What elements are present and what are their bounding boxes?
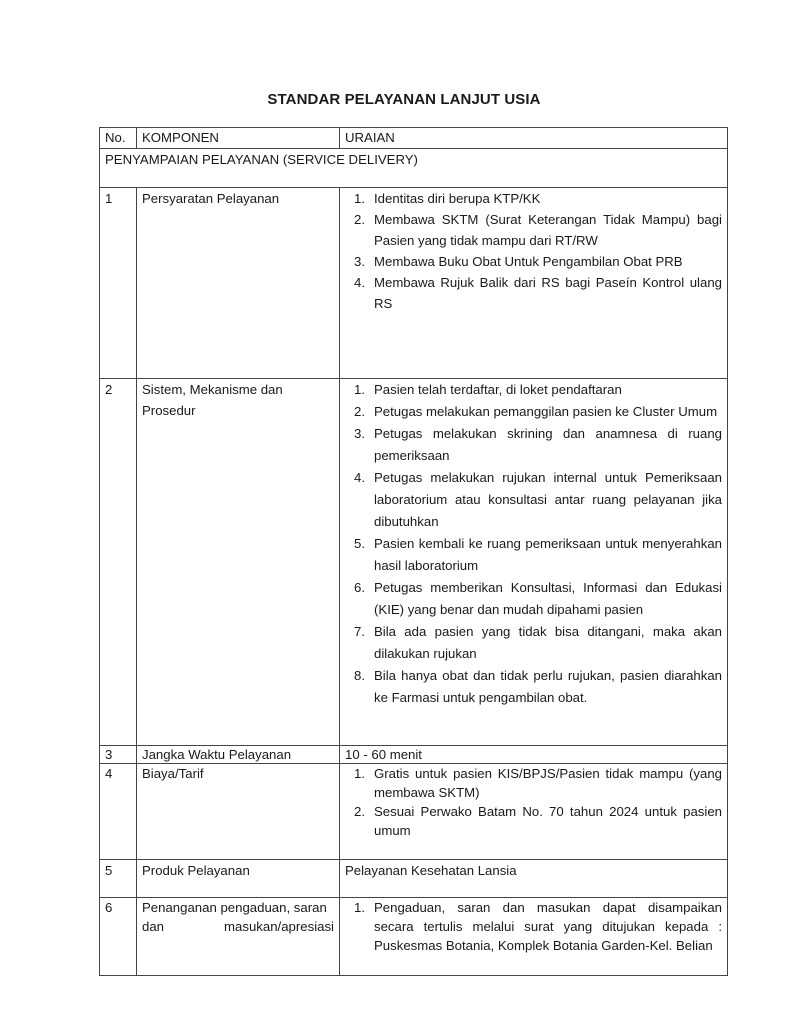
list-item-number: 5. — [354, 536, 365, 551]
document-title: STANDAR PELAYANAN LANJUT USIA — [267, 91, 541, 108]
list-item — [345, 621, 722, 665]
row-uraian — [340, 898, 728, 976]
row-number: 4 — [100, 764, 137, 860]
list-item-number: 1. — [354, 900, 365, 915]
row-komponen: Biaya/Tarif — [137, 764, 340, 860]
table-row — [100, 860, 728, 898]
list-item — [345, 251, 722, 272]
list-item — [345, 209, 722, 251]
list-item — [345, 577, 722, 621]
row-number: 6 — [100, 898, 137, 976]
uraian-list — [345, 188, 722, 314]
list-item — [345, 898, 722, 955]
row-komponen: Penanganan pengaduan, saran dan masukan/apresiasi — [137, 898, 340, 976]
section-title: PENYAMPAIAN PELAYANAN (SERVICE DELIVERY) — [100, 149, 728, 188]
list-item-number: 7. — [354, 624, 365, 639]
list-item-number: 8. — [354, 668, 365, 683]
row-uraian — [340, 188, 728, 379]
table-row — [100, 379, 728, 746]
list-item — [345, 467, 722, 533]
table-row — [100, 898, 728, 976]
list-item — [345, 272, 722, 314]
table-row — [100, 188, 728, 379]
list-item-text: Membawa Rujuk Balik dari RS bagi Paseín Kontrol ulang RS — [374, 275, 722, 311]
table-row — [100, 746, 728, 764]
header-row — [100, 128, 728, 149]
uraian-list — [345, 379, 722, 709]
row-uraian — [340, 379, 728, 746]
row-number: 2 — [100, 379, 137, 746]
list-item-text: Membawa SKTM (Surat Keterangan Tidak Mampu) bagi Pasien yang tidak mampu dari RT/RW — [374, 212, 722, 248]
list-item-text: Pasien kembali ke ruang pemeriksaan untuk menyerahkan hasil laboratorium — [374, 536, 722, 573]
list-item-text: Identitas diri berupa KTP/KK — [374, 191, 541, 206]
list-item-text: Petugas melakukan rujukan internal untuk Pemeriksaan laboratorium atau konsultasi antar ruang pelayanan jika dibutuhkan — [374, 470, 722, 529]
list-item-text: Petugas memberikan Konsultasi, Informasi dan Edukasi (KIE) yang benar dan mudah dipahami pasien — [374, 580, 722, 617]
list-item-text: Petugas melakukan skrining dan anamnesa di ruang pemeriksaan — [374, 426, 722, 463]
list-item-text: Pasien telah terdaftar, di loket pendaftaran — [374, 382, 622, 397]
header-no: No. — [100, 128, 137, 149]
list-item-text: Pengaduan, saran dan masukan dapat disampaikan secara tertulis melalui surat yang ditujukan kepada : Puskesmas Botania, Komplek Botania Garden-Kel. Belian — [374, 900, 722, 953]
list-item — [345, 401, 722, 423]
list-item-number: 2. — [354, 804, 365, 819]
service-standard-table — [99, 127, 728, 976]
row-uraian — [340, 764, 728, 860]
list-item-text: Membawa Buku Obat Untuk Pengambilan Obat PRB — [374, 254, 683, 269]
row-komponen: Produk Pelayanan — [137, 860, 340, 898]
row-number: 1 — [100, 188, 137, 379]
list-item-number: 2. — [354, 404, 365, 419]
header-komponen: KOMPONEN — [137, 128, 340, 149]
row-komponen: Sistem, Mekanisme dan Prosedur — [137, 379, 340, 746]
row-uraian: Pelayanan Kesehatan Lansia — [340, 860, 728, 898]
list-item-text: Petugas melakukan pemanggilan pasien ke Cluster Umum — [374, 404, 718, 419]
row-komponen: Persyaratan Pelayanan — [137, 188, 340, 379]
list-item — [345, 423, 722, 467]
list-item-number: 1. — [354, 766, 365, 781]
header-uraian: URAIAN — [340, 128, 728, 149]
list-item — [345, 802, 722, 840]
list-item-number: 3. — [354, 254, 365, 269]
list-item-number: 1. — [354, 382, 365, 397]
list-item-number: 4. — [354, 470, 365, 485]
list-item-number: 3. — [354, 426, 365, 441]
row-number: 3 — [100, 746, 137, 764]
row-number: 5 — [100, 860, 137, 898]
section-row — [100, 149, 728, 188]
list-item — [345, 665, 722, 709]
list-item — [345, 533, 722, 577]
list-item-text: Sesuai Perwako Batam No. 70 tahun 2024 untuk pasien umum — [374, 804, 722, 838]
table-row — [100, 764, 728, 860]
list-item-text: Gratis untuk pasien KIS/BPJS/Pasien tidak mampu (yang membawa SKTM) — [374, 766, 722, 800]
list-item-number: 6. — [354, 580, 365, 595]
uraian-list — [345, 764, 722, 840]
list-item-number: 1. — [354, 191, 365, 206]
list-item-text: Bila hanya obat dan tidak perlu rujukan, pasien diarahkan ke Farmasi untuk pengambilan obat. — [374, 668, 722, 705]
row-uraian: 10 - 60 menit — [340, 746, 728, 764]
row-komponen: Jangka Waktu Pelayanan — [137, 746, 340, 764]
list-item-number: 4. — [354, 275, 365, 290]
uraian-list — [345, 898, 722, 955]
list-item-text: Bila ada pasien yang tidak bisa ditangani, maka akan dilakukan rujukan — [374, 624, 722, 661]
list-item-number: 2. — [354, 212, 365, 227]
list-item — [345, 379, 722, 401]
list-item — [345, 764, 722, 802]
list-item — [345, 188, 722, 209]
